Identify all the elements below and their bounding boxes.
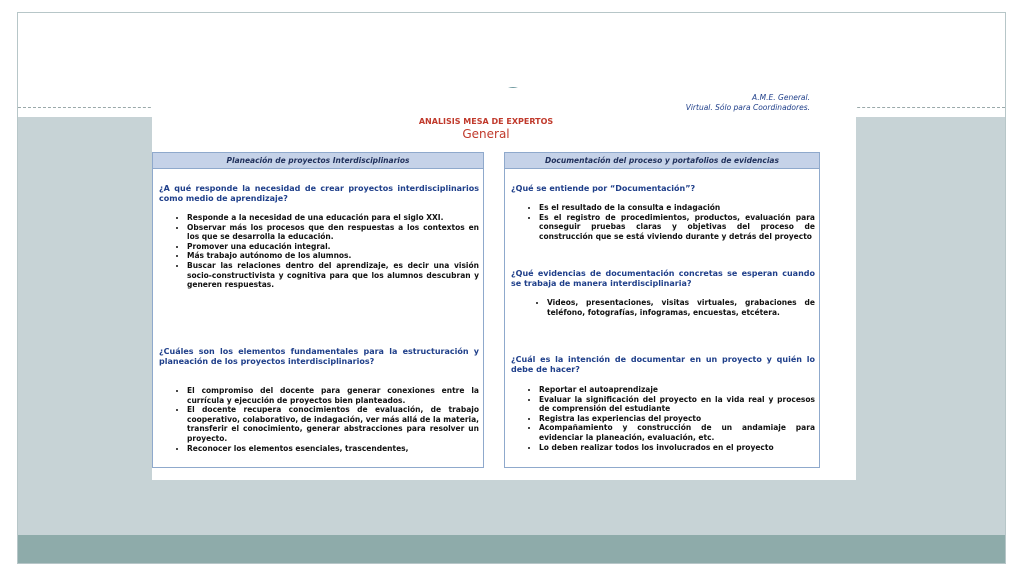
header-line-2: Virtual. Sólo para Coordinadores. [685, 103, 810, 112]
list-item: • Responde a la necesidad de una educación para el siglo XXI. [187, 213, 479, 223]
document-header [686, 93, 810, 113]
left-question-1-list [159, 213, 479, 290]
document-subtitle: General [462, 127, 510, 141]
right-question-2: ¿Qué evidencias de documentación concretas se esperan cuando se trabaja de manera interdisciplinaria? [511, 269, 815, 288]
right-column [504, 152, 820, 468]
right-question-2-list [511, 298, 815, 317]
left-question-2: ¿Cuáles son los elementos fundamentales para la estructuración y planeación de los proyectos interdisciplinarios? [159, 347, 479, 366]
list-item: • Videos, presentaciones, visitas virtuales, grabaciones de teléfono, fotografías, infogramas, encuestas, etcétera. [547, 298, 815, 317]
list-item: • Lo deben realizar todos los involucrados en el proyecto [539, 443, 815, 453]
list-item: • Registra las experiencias del proyecto [539, 414, 815, 424]
document-title: ANALISIS MESA DE EXPERTOS [418, 117, 554, 126]
right-column-heading: Documentación del proceso y portafolios de evidencias [505, 153, 819, 169]
list-item: • Más trabajo autónomo de los alumnos. [187, 251, 479, 261]
list-item: • Promover una educación integral. [187, 242, 479, 252]
left-column [152, 152, 484, 468]
list-item: • Acompañamiento y construcción de un andamiaje para evidenciar la planeación, evaluación, etc. [539, 423, 815, 442]
document-page [152, 88, 856, 480]
right-question-3: ¿Cuál es la intención de documentar en un proyecto y quién lo debe de hacer? [511, 355, 815, 374]
list-item: • El compromiso del docente para generar conexiones entre la currícula y ejecución de proyectos bien planteados. [187, 386, 479, 405]
left-column-heading: Planeación de proyectos Interdisciplinarios [153, 153, 483, 169]
list-item: • Observar más los procesos que den respuestas a los contextos en los que se desarrolla la educación. [187, 223, 479, 242]
right-question-1-list [511, 203, 815, 241]
left-question-1: ¿A qué responde la necesidad de crear proyectos interdisciplinarios como medio de aprendizaje? [159, 184, 479, 203]
list-item: • Es el resultado de la consulta e indagación [539, 203, 815, 213]
list-item: • Reportar el autoaprendizaje [539, 385, 815, 395]
slide-footer-band [18, 535, 1005, 563]
right-question-1: ¿Qué se entiende por “Documentación”? [511, 184, 696, 193]
list-item: • Evaluar la significación del proyecto en la vida real y procesos de comprensión del estudiante [539, 395, 815, 414]
list-item: • El docente recupera conocimientos de evaluación, de trabajo cooperativo, colaborativo, de indagación, ver más allá de la materia, transferir el conocimiento, generar abstracciones para resolver un proyecto. [187, 405, 479, 443]
header-line-1: A.M.E. General. [752, 93, 810, 102]
left-question-2-list [159, 386, 479, 453]
right-question-3-list [511, 385, 815, 452]
list-item: • Es el registro de procedimientos, productos, evaluación para conseguir pruebas claras y objetivas del proceso de construcción que se está viviendo durante y detrás del proyecto [539, 213, 815, 242]
list-item: • Reconocer los elementos esenciales, trascendentes, [187, 444, 479, 454]
list-item: • Buscar las relaciones dentro del aprendizaje, es decir una visión socio-constructivista y cognitiva para que los alumnos descubran y generen respuestas. [187, 261, 479, 290]
